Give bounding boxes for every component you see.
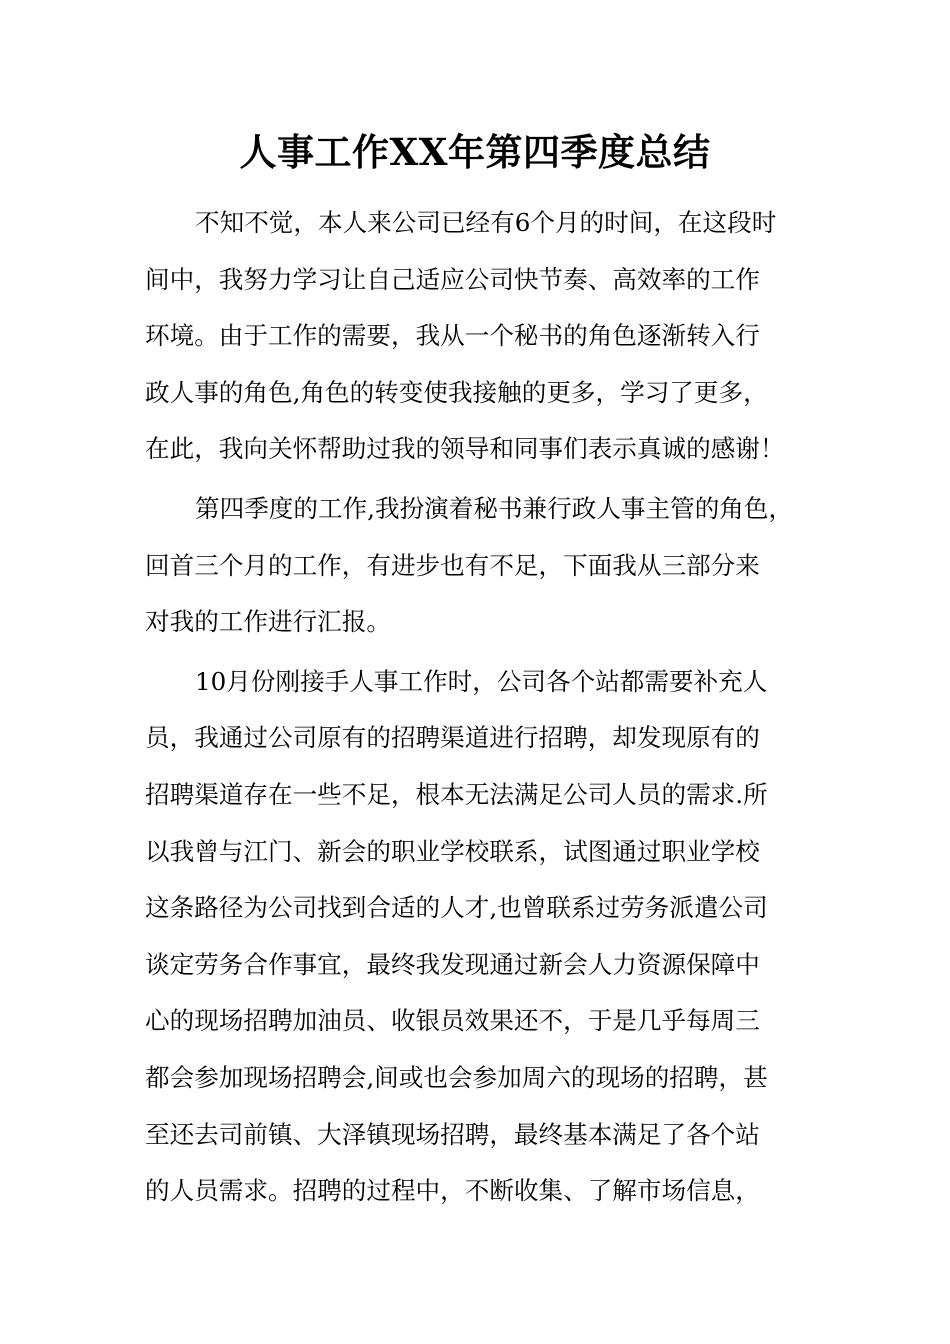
paragraph-line: 都会参加现场招聘会,间或也会参加周六的现场的招聘，甚 xyxy=(145,1062,768,1092)
paragraph-1 xyxy=(145,195,810,478)
paragraph-line: 心的现场招聘加油员、收银员效果还不，于是几乎每周三 xyxy=(145,1006,760,1036)
paragraph-line: 环境。由于工作的需要，我从一个秘书的角色逐渐转入行 xyxy=(145,321,760,351)
paragraph-line: 回首三个月的工作，有进步也有不足，下面我从三部分来 xyxy=(145,550,760,580)
paragraph-line: 这条路径为公司找到合适的人才,也曾联系过劳务派遣公司 xyxy=(145,893,768,923)
paragraph-line: 第四季度的工作,我扮演着秘书兼行政人事主管的角色， xyxy=(195,493,794,523)
paragraph-line: 招聘渠道存在一些不足，根本无法满足公司人员的需求.所 xyxy=(145,779,768,809)
paragraph-line: 对我的工作进行汇报。 xyxy=(145,607,391,637)
paragraph-line: 员，我通过公司原有的招聘渠道进行招聘，却发现原有的 xyxy=(145,723,760,753)
paragraph-line: 至还去司前镇、大泽镇现场招聘，最终基本满足了各个站 xyxy=(145,1119,760,1149)
paragraph-line: 间中，我努力学习让自己适应公司快节奏、高效率的工作 xyxy=(145,264,760,294)
paragraph-2 xyxy=(145,481,810,651)
paragraph-line: 以我曾与江门、新会的职业学校联系，试图通过职业学校 xyxy=(145,836,760,866)
paragraph-line: 政人事的角色,角色的转变使我接触的更多，学习了更多， xyxy=(145,377,768,407)
paragraph-line: 在此，我向关怀帮助过我的领导和同事们表示真诚的感谢！ xyxy=(145,434,785,464)
paragraph-line: 10月份刚接手人事工作时，公司各个站都需要补充人 xyxy=(195,666,768,696)
paragraph-3 xyxy=(145,654,810,1220)
paragraph-line: 的人员需求。招聘的过程中，不断收集、了解市场信息， xyxy=(145,1176,760,1206)
paragraph-line: 不知不觉，本人来公司已经有6个月的时间，在这段时 xyxy=(195,208,777,237)
document-title: 人事工作XX年第四季度总结 xyxy=(239,130,711,174)
paragraph-line: 谈定劳务合作事宜，最终我发现通过新会人力资源保障中 xyxy=(145,949,760,979)
document-body xyxy=(145,195,810,1223)
